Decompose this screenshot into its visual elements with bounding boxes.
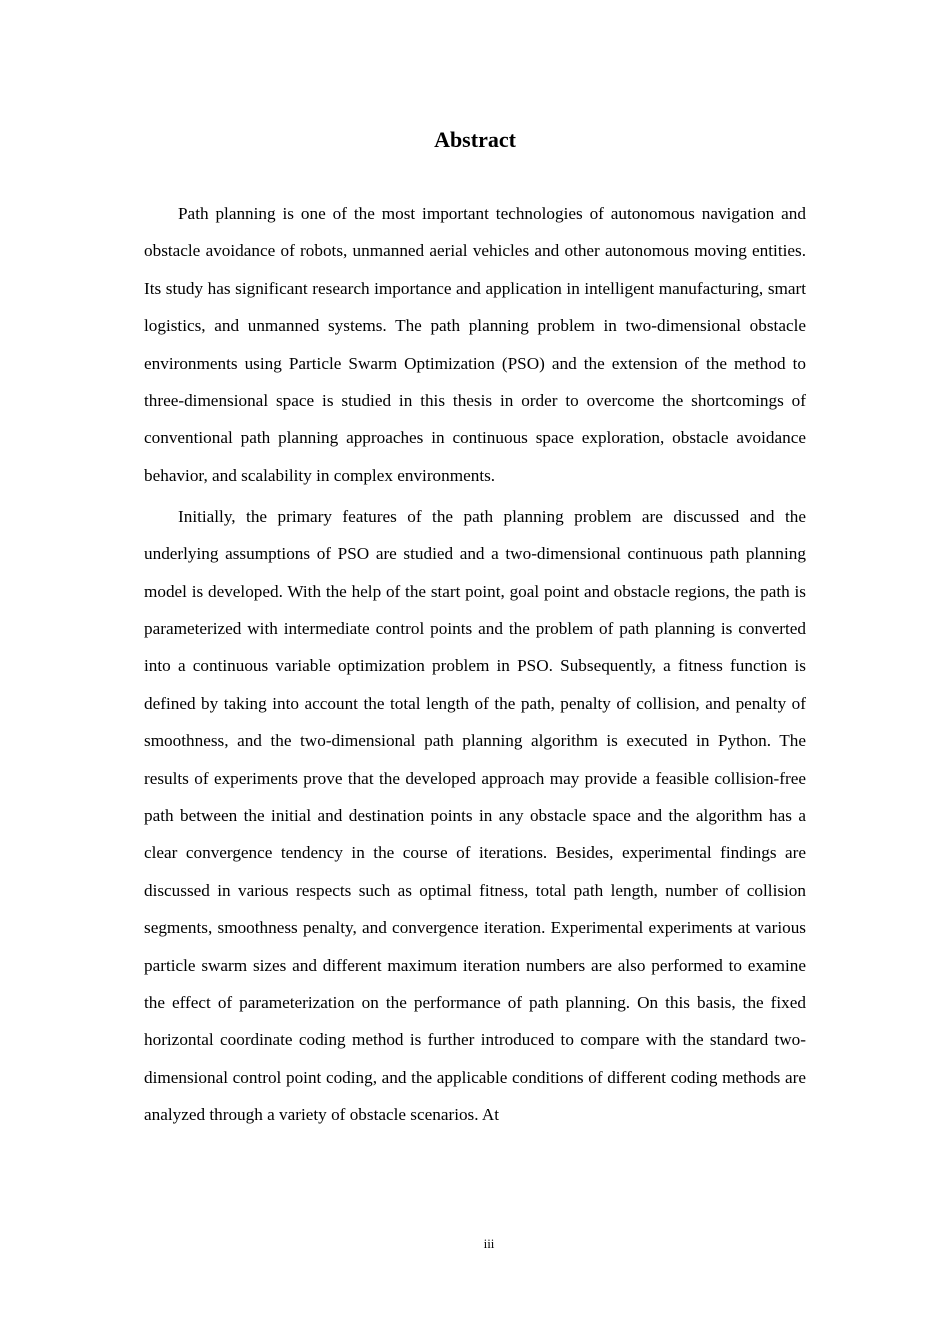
abstract-paragraph-2: Initially, the primary features of the path planning problem are discussed and the underlying assumptions of PSO are studied and a two-dimensional continuous path planning model is developed. With the help of the start point, goal point and obstacle regions, the path is parameterized with intermediate control points and the problem of path planning is converted into a continuous variable optimization problem in PSO. Subsequently, a fitness function is defined by taking into account the total length of the path, penalty of collision, and penalty of smoothness, and the two-dimensional path planning algorithm is executed in Python. The results of experiments prove that the developed approach may provide a feasible collision-free path between the initial and destination points in any obstacle space and the algorithm has a clear convergence tendency in the course of iterations. Besides, experimental findings are discussed in various respects such as optimal fitness, total path length, number of collision segments, smoothness penalty, and convergence iteration. Experimental experiments at various particle swarm sizes and different maximum iteration numbers are also performed to examine the effect of parameterization on the performance of path planning. On this basis, the fixed horizontal coordinate coding method is further introduced to compare with the standard two-dimensional control point coding, and the applicable conditions of different coding methods are analyzed through a variety of obstacle scenarios. At	[144, 506, 806, 1125]
abstract-paragraph-1: Path planning is one of the most important technologies of autonomous navigation and obstacle avoidance of robots, unmanned aerial vehicles and other autonomous moving entities. Its study has significant research importance and application in intelligent manufacturing, smart logistics, and unmanned systems. The path planning problem in two-dimensional obstacle environments using Particle Swarm Optimization (PSO) and the extension of the method to three-dimensional space is studied in this thesis in order to overcome the shortcomings of conventional path planning approaches in continuous space exploration, obstacle avoidance behavior, and scalability in complex environments.	[144, 204, 806, 485]
abstract-body	[144, 195, 806, 1137]
page-number: iii	[483, 1236, 495, 1251]
page-title: Abstract	[434, 127, 516, 152]
